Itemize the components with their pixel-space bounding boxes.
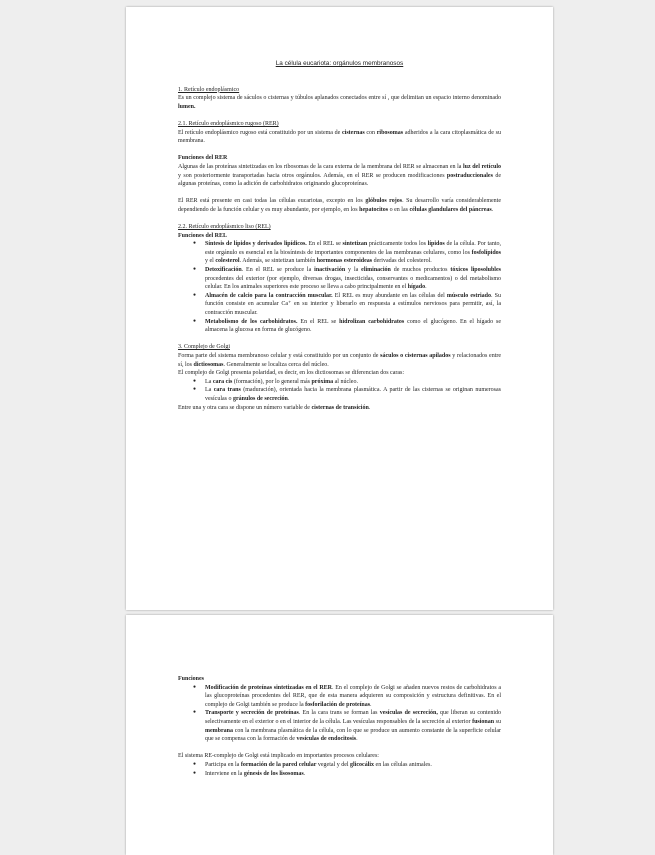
paragraph: Es un complejo sistema de sáculos o cisternas y túbulos aplanados conectados entre sí , que delimitan un espacio interno denominado lumen. xyxy=(178,95,501,110)
page-1-content xyxy=(178,60,501,412)
subheading-rel-functions: Funciones del REL xyxy=(178,232,228,239)
list-item: ● Participa en la formación de la pared celular vegetal y del glicocálix en las células animales. xyxy=(205,761,501,770)
section-heading-reticulo: 1. Retículo endoplásmico xyxy=(178,86,240,93)
document-page-2 xyxy=(126,615,553,855)
list-item: ● Interviene en la génesis de los lisosomas. xyxy=(205,770,501,779)
paragraph: El sistema RE-complejo de Golgi está implicado en importantes procesos celulares: xyxy=(178,753,379,760)
list-item: ● Modificación de proteínas sintetizadas en el RER. En el complejo de Golgi se añaden nuevos restos de carbohidratos a las glucoproteínas procedentes del RER, que de esta manera adquieren su composición y estructura definitivas. En el complejo de Golgi también se produce la fosforilación de proteínas. xyxy=(205,684,501,710)
paragraph: Entre una y otra cara se dispone un número variable de cisternas de transición. xyxy=(178,404,371,411)
golgi-functions-list xyxy=(178,684,501,744)
list-item: ● Almacén de calcio para la contracción muscular. El REL es muy abundante en las células del músculo estriado. Su función consiste en acumular Ca⁺ en su interior y liberarlo en respuesta a estímulos nerviosos para permitir, así, la contracción muscular. xyxy=(205,292,501,318)
list-item: ● La cara cis (formación), por lo general más próxima al núcleo. xyxy=(205,378,501,387)
page-2-content xyxy=(178,675,501,778)
paragraph: Algunas de las proteínas sintetizadas en los ribosomas de la cara externa de la membrana del RER se almacenan en la luz del retículo y son posteriormente transportadas hacia otros orgánulos. Además, en el RER se producen modificaciones postraduccionales de algunas proteínas, como la adición de carbohidratos originando glucoproteínas. xyxy=(178,163,501,188)
rel-functions-list xyxy=(178,240,501,335)
list-item: ● Transporte y secreción de proteínas. En la cara trans se forman las vesículas de secreción, que liberan su contenido selectivamente en el exterior o en el interior de la célula. Las vesículas responsables de la secreción al exterior fusionan su membrana con la membrana plasmática de la célula, con lo que se produce un aumento constante de la superficie celular que se compensa con la formación de vesículas de endocitosis. xyxy=(205,709,501,743)
section-heading-golgi: 3. Complejo de Golgi xyxy=(178,344,230,351)
list-item: ● Detoxificación. En el REL se produce la inactivación y la eliminación de muchos productos tóxicos liposolubles procedentes del exterior (por ejemplo, diversas drogas, insecticidas, conservantes o medicamentos) o del metabolismo celular. En los animales superiores este proceso se lleva a cabo principalmente en el hígado. xyxy=(205,266,501,292)
document-title: La célula eucariota: orgánulos membranosos xyxy=(275,60,404,67)
paragraph: El complejo de Golgi presenta polaridad, es decir, en los dictiosomas se diferencian dos caras: xyxy=(178,370,405,377)
paragraph: El retículo endoplásmico rugoso está constituido por un sistema de cisternas con ribosomas adheridos a la cara citoplasmática de su membrana. xyxy=(178,129,501,145)
subheading-rer-functions: Funciones del RER xyxy=(178,155,228,162)
golgi-processes-list xyxy=(178,761,501,778)
section-heading-rel: 2.2. Retículo endoplásmico liso (REL) xyxy=(178,224,271,231)
paragraph: El RER está presente en casi todas las células eucariotas, excepto en los glóbulos rojos. Su desarrollo varía considerablemente dependiendo de la función celular y es muy abundante, por ejemplo, en los hepatocitos o en las células glandulares del páncreas. xyxy=(178,198,501,213)
subheading-golgi-functions: Funciones xyxy=(178,676,205,682)
document-page-1 xyxy=(126,7,553,610)
list-item: ● Síntesis de lípidos y derivados lipídicos. En el REL se sintetizan prácticamente todos los lípidos de la célula. Por tanto, este orgánulo es esencial en la biosíntesis de importantes componentes de las membranas celulares, como los fosfolípidos y el colesterol. Además, se sintetizan también hormonas esteroideas derivadas del colesterol. xyxy=(205,240,501,266)
list-item: ● Metabolismo de los carbohidratos. En el REL se hidrolizan carbohidratos como el glucógeno. En el hígado se almacena la glucosa en forma de glucógeno. xyxy=(205,318,501,335)
golgi-faces-list xyxy=(178,378,501,404)
list-item: ● La cara trans (maduración), orientada hacia la membrana plasmática. A partir de las cisternas se originan numerosas vesículas o gránulos de secreción. xyxy=(205,386,501,403)
section-heading-rer: 2.1. Retículo endoplásmico rugoso (RER) xyxy=(178,120,279,127)
paragraph: Forma parte del sistema membranoso celular y está constituido por un conjunto de sáculos o cisternas apilados y relacionados entre sí, los dictiosomas. Generalmente se localiza cerca del núcleo. xyxy=(178,353,502,368)
